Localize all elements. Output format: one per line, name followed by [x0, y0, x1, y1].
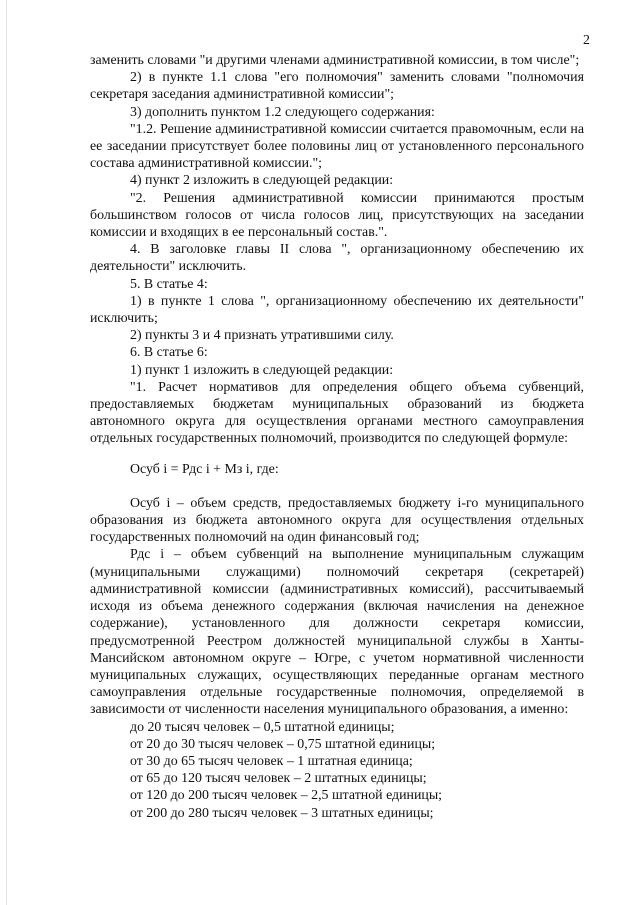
paragraph: 6. В статье 6:: [130, 345, 208, 361]
staff-norm-item: от 200 до 280 тысяч человек – 3 штатных единицы;: [130, 805, 434, 821]
page-number: 2: [583, 33, 590, 48]
staff-norm-item: от 65 до 120 тысяч человек – 2 штатных единицы;: [130, 771, 427, 787]
paragraph: заменить словами "и другими членами административной комиссии, в том числе";: [90, 53, 580, 68]
document-body: [90, 52, 584, 822]
definition-osub: Осуб i – объем средств, предоставляемых бюджету i-го муниципального образования из бюджета автономного округа для осуществления отдельных государственных полномочий на один финансовый год;: [90, 495, 584, 546]
staff-norm-item: от 20 до 30 тысяч человек – 0,75 штатной единицы;: [130, 736, 436, 752]
paragraph: 4) пункт 2 изложить в следующей редакции:: [130, 173, 394, 189]
paragraph: 1) в пункте 1 слова ", организационному обеспечению их деятельности" исключить;: [90, 293, 584, 327]
paragraph: 4. В заголовке главы II слова ", организационному обеспечению их деятельности" исключить.: [90, 242, 584, 275]
definition-rds: Рдс i – объем субвенций на выполнение муниципальным служащим (муниципальными служащими) полномочий секретаря (секретарей) административной комиссии (административных комиссий), рассчитываемый исходя из объема денежного содержания (включая начисления на денежное содержание), установленного для должности секретаря комиссии, предусмотренной Реестром должностей муниципальной службы в Ханты-Мансийском автономном округе – Югре, с учетом нормативной численности муниципальных служащих, осуществляющих переданные органам местного самоуправления отдельные государственные полномочия, определяемой в зависимости от численности населения муниципального образования, а именно:: [90, 547, 584, 718]
formula: Осуб i = Рдс i + Мз i, где:: [130, 461, 279, 477]
paragraph: "1. Расчет нормативов для определения общего объема субвенций, предоставляемых бюджетам муниципальных образований из бюджета автономного округа для осуществления органами местного самоуправления отдельных государственных полномочий, производится по следующей формуле:: [90, 379, 584, 447]
staff-norm-item: до 20 тысяч человек – 0,5 штатной единицы;: [130, 719, 395, 735]
staff-norm-item: от 120 до 200 тысяч человек – 2,5 штатной единицы;: [130, 788, 443, 804]
paragraph: "1.2. Решение административной комиссии считается правомочным, если на ее заседании присутствует более половины лиц от установленного персонального состава административной комиссии.";: [90, 121, 584, 172]
paragraph: 5. В статье 4:: [130, 276, 208, 292]
paragraph: 3) дополнить пунктом 1.2 следующего содержания:: [130, 104, 435, 120]
staff-norm-item: от 30 до 65 тысяч человек – 1 штатная единица;: [130, 753, 413, 769]
scan-edge-line: [6, 0, 7, 905]
paragraph: 2) в пункте 1.1 слова "его полномочия" заменить словами "полномочия секретаря заседания административной комиссии";: [90, 70, 584, 103]
paragraph: 1) пункт 1 изложить в следующей редакции:: [130, 362, 394, 378]
paragraph: "2. Решения административной комиссии принимаются простым большинством голосов от числа голосов лиц, присутствующих на заседании комиссии и входящих в ее персональный состав.".: [90, 190, 584, 241]
paragraph: 2) пункты 3 и 4 признать утратившими силу.: [130, 328, 394, 344]
